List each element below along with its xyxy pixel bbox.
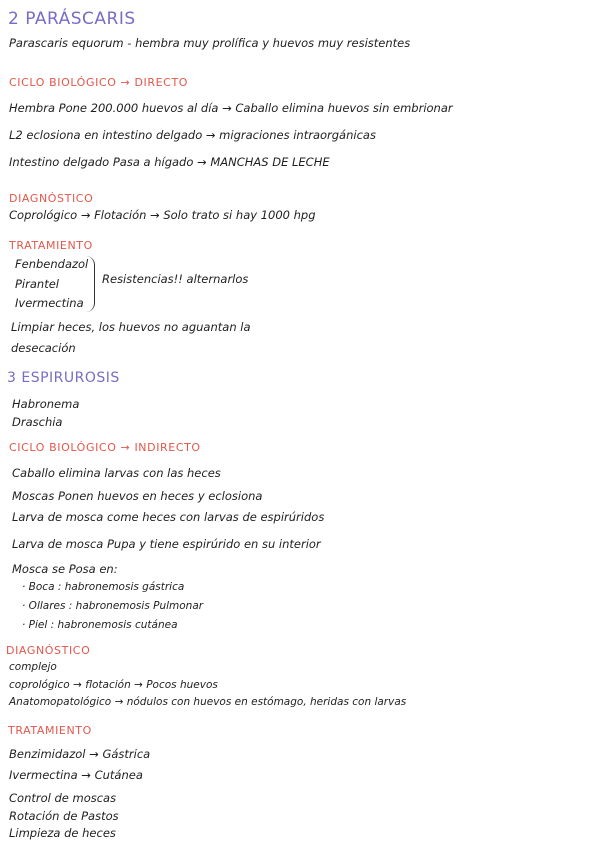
drug-item: Pirantel (15, 277, 59, 291)
tratamiento-line: Ivermectina → Cutánea (9, 768, 143, 782)
tratamiento-extra: Limpiar heces, los huevos no aguantan la (11, 320, 251, 334)
heading-tratamiento: TRATAMIENTO (8, 724, 92, 737)
heading-diagnostico: DIAGNÓSTICO (6, 644, 91, 657)
ciclo-line: Larva de mosca come heces con larvas de espirúridos (12, 510, 325, 524)
tratamiento-line: Benzimidazol → Gástrica (9, 747, 151, 761)
heading-ciclo-directo: CICLO BIOLÓGICO → DIRECTO (9, 76, 189, 89)
tratamiento-line: Control de moscas (9, 791, 117, 805)
genus-item: Draschia (12, 415, 63, 429)
section-title-parascaris: 2 PARÁSCARIS (8, 9, 136, 29)
drugs-note: Resistencias!! alternarlos (102, 272, 249, 286)
ciclo-line: Hembra Pone 200.000 huevos al día → Caballo elimina huevos sin embrionar (9, 101, 453, 115)
tratamiento-extra: desecación (11, 341, 76, 355)
ciclo-line: L2 eclosiona en intestino delgado → migraciones intraorgánicas (9, 128, 376, 142)
intro-line: Parascaris equorum - hembra muy prolífica y huevos muy resistentes (9, 36, 411, 50)
ciclo-line: Mosca se Posa en: (12, 562, 118, 576)
drug-item: Fenbendazol (15, 257, 89, 271)
drug-item: Ivermectina (15, 296, 84, 310)
diagnostico-line: Coprológico → Flotación → Solo trato si hay 1000 hpg (9, 208, 316, 222)
tratamiento-line: Rotación de Pastos (9, 809, 119, 823)
heading-ciclo-indirecto: CICLO BIOLÓGICO → INDIRECTO (9, 441, 201, 454)
section-title-espirurosis: 3 ESPIRUROSIS (7, 370, 120, 386)
site-item: · Boca : habronemosis gástrica (22, 581, 185, 593)
diagnostico-line: Anatomopatológico → nódulos con huevos en estómago, heridas con larvas (9, 696, 407, 708)
tratamiento-line: Limpieza de heces (9, 826, 116, 840)
heading-tratamiento: TRATAMIENTO (9, 239, 93, 252)
heading-diagnostico: DIAGNÓSTICO (9, 192, 94, 205)
genus-item: Habronema (12, 397, 80, 411)
diagnostico-line: complejo (9, 661, 57, 673)
curly-bracket (86, 256, 95, 312)
site-item: · Ollares : habronemosis Pulmonar (22, 600, 204, 612)
diagnostico-line: coprológico → flotación → Pocos huevos (9, 679, 218, 691)
ciclo-line: Moscas Ponen huevos en heces y eclosiona (12, 489, 263, 503)
site-item: · Piel : habronemosis cutánea (22, 619, 178, 631)
ciclo-line: Caballo elimina larvas con las heces (12, 466, 221, 480)
ciclo-line: Intestino delgado Pasa a hígado → MANCHAS DE LECHE (9, 155, 330, 169)
ciclo-line: Larva de mosca Pupa y tiene espirúrido en su interior (12, 537, 321, 551)
